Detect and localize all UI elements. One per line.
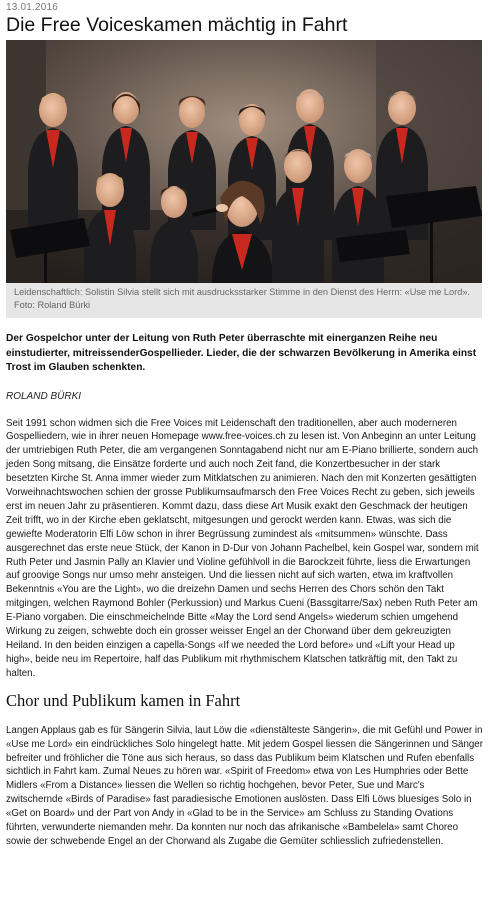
photo-figure — [6, 40, 482, 318]
article-headline: Die Free Voiceskamen mächtig in Fahrt — [6, 14, 348, 36]
article-body-paragraph: Langen Applaus gab es für Sängerin Silvia, laut Löw die «dienstälteste Sängerin», die mit Gefühl und Power in «Use me Lord» ein eindrückliches Solo hingelegt hatte. Mit jedem Gospel liessen die Sängerinnen und Sänger befreiter und fröhlicher die Töne aus sich heraus, so dass das Publikum beim Klatschen und Rufen ebenfalls sichtlich in Fahrt kam. Zumal Neues zu hören war. «Spirit of Freedom» etwa von Les Humphries oder Bette Midlers «From a Distance» liessen die Wellen so richtig hochgehen, bevor Peter, Sue und Marc's zwitschernde «Birds of Paradise» fast paradiesische Emotionen auslösten. Dass Elfi Löws bluesiges Solo in «Get on Board» und der Part von Andy in «Glad to be in the Service» am Schluss zu Standing Ovations führten, verwunderte niemanden mehr. Da konnten nur noch das afrikanische «Bambelela» samt Choreo sowie der schwebende Engel an der Chorwand als Zugabe die Gemüter schliesslich zufriedenstellen. — [6, 724, 483, 847]
article-subheading: Chor und Publikum kamen in Fahrt — [6, 690, 241, 710]
article-lead: Der Gospelchor unter der Leitung von Ruth Peter überraschte mit einerganzen Reihe neu einstudierter, mitreissenderGospellieder. Lieder, die der schwarzen Bevölkerung in Amerika einst Trost im Glauben schenkten. — [6, 333, 477, 373]
photo-caption: Leidenschaftlich: Solistin Silvia stellt sich mit ausdrucksstarker Stimme in den Dienst des Herrn: «Use me Lord». Foto: Roland Bürki — [14, 287, 470, 310]
article-body-paragraph: Seit 1991 schon widmen sich die Free Voices mit Leidenschaft den traditionellen, aber auch moderneren Gospelliedern, wie in ihrer neuen Homepage www.free-voices.ch zu lesen ist. Von Anbeginn an unter Leitung der umtriebigen Ruth Peter, die am vergangenen Sonntagabend nicht nur am E-Piano brillierte, sondern auch jeden Song mitsang, die Einsätze forderte und auch noch Zeit fand, die Konzertbesucher in der stark besetzten Kirche St. Anna immer wieder zum Mitklatschen zu animieren. Nach den mit Konzerten gesättigten Vorweihnachtswochen schien der grosse Publikumsaufmarsch den Free Voices Recht zu geben, sich jeweils erst im neuen Jahr zu präsentieren. Kommt dazu, dass diese Art Musik exakt den Geschmack der heutigen Zeit trifft, wo in der Kirche eben geklatscht, mitgesungen und gerockt werden kann. Etwas, was sich die gewiefte Moderatorin Elfi Löw schon in ihrer Begrüssung zumindest als «mitsummen» wünschte. Dass ausgerechnet das erste neue Stück, der Kanon in D-Dur von Johann Pachelbel, kein Gospel war, sondern mit Ruth Peter und Jasmin Pally an Klavier und Violine gefühlvoll in die Barockzeit führte, liess die Erwartungen auf groovige Songs nur umso mehr ansteigen. Und die liessen nicht auf sich warten, etwa im kraftvollen Bekenntnis «You are the Light», wo die dreizehn Damen und sechs Herren des Chors schön den Takt mitgingen, welchen Raymond Bohler (Perkussion) und Markus Cueni (Bassgitarre/Sax) neben Ruth Peter am E-Piano vorgaben. Die einschmeichelnde Bitte «May the Lord send Angels» wiederum schien umgehend Wirkung zu zeigen, schwebte doch ein grosser weisser Engel an der Chorwand über dem gekreuzigten Heiland. In den beiden einzigen a capella-Songs «If we needed the Lord before» und «Lift your Head up high», beide neu im Repertoire, half das Publikum mit rhythmischem Klatschen tatkräftig mit, den Takt zu halten. — [6, 417, 479, 679]
article-date: 13.01.2016 — [6, 2, 59, 13]
article-author: ROLAND BÜRKI — [6, 390, 82, 402]
choir-photo — [6, 40, 482, 283]
